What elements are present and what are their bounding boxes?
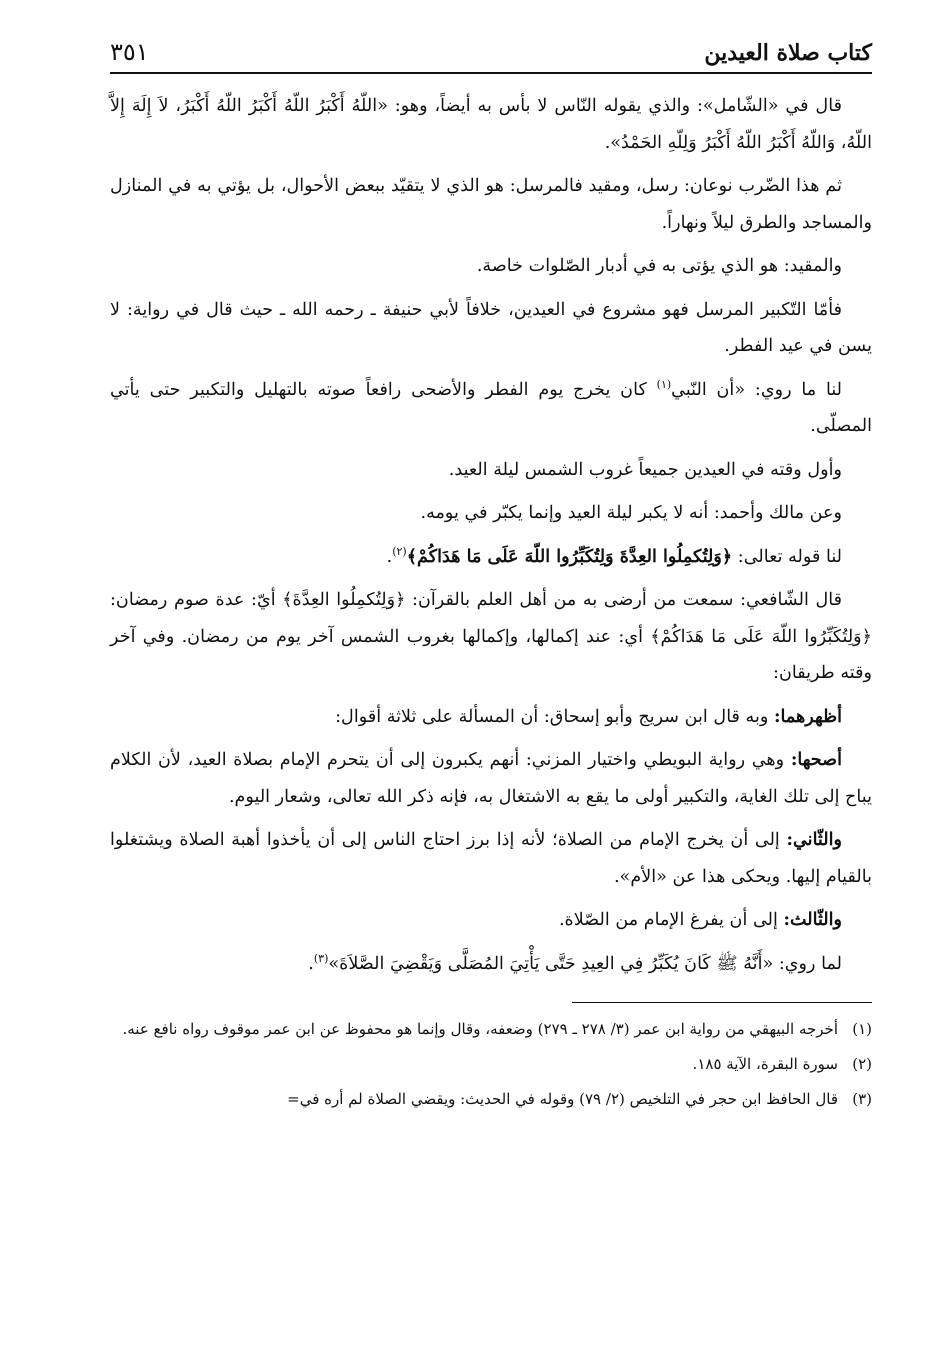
footnote [110,1085,872,1114]
paragraph: قال في «الشّامل»: والذي يقوله النّاس لا بأس به أيضاً، وهو: «اللّهُ أَكْبَرُ اللّهُ أَكْبَرُ اللّهُ أَكْبَرُ، لاَ إِلَهَ إِلاَّ اللّهُ، وَاللّهُ أَكْبَرُ اللّهُ أَكْبَرُ وَلِلّهِ الحَمْدُ». [110,96,872,153]
footnote [110,1015,872,1044]
quran-verse: ﴿وَلِتُكمِلُوا العِدَّةَ وَلِتُكَبِّرُوا اللّهَ عَلَى مَا هَدَاكُمْ﴾ [406,545,733,567]
header-divider [110,72,872,74]
term-heading: والثّالث: [783,909,842,930]
footnotes [110,1015,872,1114]
footnote-ref: (١) [656,377,672,391]
footnote-text: أخرجه البيهقي من رواية ابن عمر (٣/ ٢٧٨ ـ ٢٧٩) وضعفه، وقال وإنما هو محفوظ عن ابن عمر موقوف رواه نافع عنه. [122,1020,838,1038]
paragraph: ثم هذا الضّرب نوعان: رسل، ومقيد فالمرسل: هو الذي لا يتقيّد ببعض الأحوال، بل يؤتي به في المنازل والمساجد والطرق ليلاً ونهاراً. [110,176,872,233]
footnote-ref: (٢) [392,544,407,558]
footnote-text: قال الحافظ ابن حجر في التلخيص (٢/ ٧٩) وقوله في الحديث: ويقضي الصلاة لم أره في= [287,1090,838,1108]
paragraph: والثّاني: إلى أن يخرج الإمام من الصلاة؛ لأنه إذا برز احتاج الناس إلى أن يأخذوا أهبة الصلاة ويشتغلوا بالقيام إليها. ويحكى هذا عن «الأم». [110,829,872,887]
paragraph: أظهرهما: وبه قال ابن سريج وأبو إسحاق: أن المسألة على ثلاثة أقوال: [335,705,842,727]
paragraph: أصحها: وهي رواية البويطي واختيار المزني: أنهم يكبرون إلى أن يتحرم الإمام بصلاة العيد، لأن الكلام يباح إلى تلك الغاية، والتكبير أولى ما يقع به الاشتغال به، فإنه ذكر الله تعالى، وشعار اليوم. [110,749,872,807]
main-text [110,88,872,982]
term-heading: والثّاني: [786,829,842,850]
footnote-number: (٢) [852,1055,872,1073]
term-heading: أصحها: [790,749,842,770]
footnote-number: (٣) [852,1090,872,1108]
paragraph: وأول وقته في العيدين جميعاً غروب الشمس ليلة العيد. [448,459,842,480]
footnote-text: سورة البقرة، الآية ١٨٥. [692,1055,838,1073]
paragraph: لنا قوله تعالى: ﴿وَلِتُكمِلُوا العِدَّةَ وَلِتُكَبِّرُوا اللّهَ عَلَى مَا هَدَاكُمْ﴾$^{(٢)}$. [386,544,842,567]
paragraph: والثّالث: إلى أن يفرغ الإمام من الصّلاة. [558,909,842,930]
paragraph: لما روي: «أَنَّهُ ﷺ كَانَ يُكَبِّرُ فِي العِيدِ حَتَّى يَأْتِيَ المُصَلَّى وَيَقْضِيَ الصَّلاَةَ»$^{(٣)}$. [308,951,842,974]
paragraph: فأمّا التّكبير المرسل فهو مشروع في العيدين، خلافاً لأبي حنيفة ـ رحمه الله ـ حيث قال في رواية: لا يسن في عيد الفطر. [110,299,872,356]
paragraph: وعن مالك وأحمد: أنه لا يكبر ليلة العيد وإنما يكبّر في يومه. [420,503,842,523]
chapter-title: كتاب صلاة العيدين [704,40,872,66]
footnote-number: (١) [852,1020,872,1038]
footnote-divider [572,1002,872,1003]
footnote-ref: (٣) [313,951,329,965]
paragraph: قال الشّافعي: سمعت من أرضى به من أهل العلم بالقرآن: ﴿وَلِتُكمِلُوا العِدَّةَ﴾ أيّ: عدة صوم رمضان: ﴿وَلِتُكَبِّرُوا اللّهَ عَلَى مَا هَدَاكُمْ﴾ أي: عند إكمالها، وإكمالها بغروب الشمس آخر يوم من رمضان. وفي آخر وقته طريقان: [110,590,872,683]
book-page [110,38,872,1120]
paragraph: لنا ما روي: «أن النّبي$^{(١)}$ كان يخرج يوم الفطر والأضحى رافعاً صوته بالتهليل والتكبير حتى يأتي المصلّى. [110,377,872,436]
paragraph: والمقيد: هو الذي يؤتى به في أدبار الصّلوات خاصة. [476,256,842,276]
page-header [110,38,872,72]
term-heading: أظهرهما: [773,705,842,727]
footnote [110,1050,872,1079]
page-number: ٣٥١ [110,38,149,66]
